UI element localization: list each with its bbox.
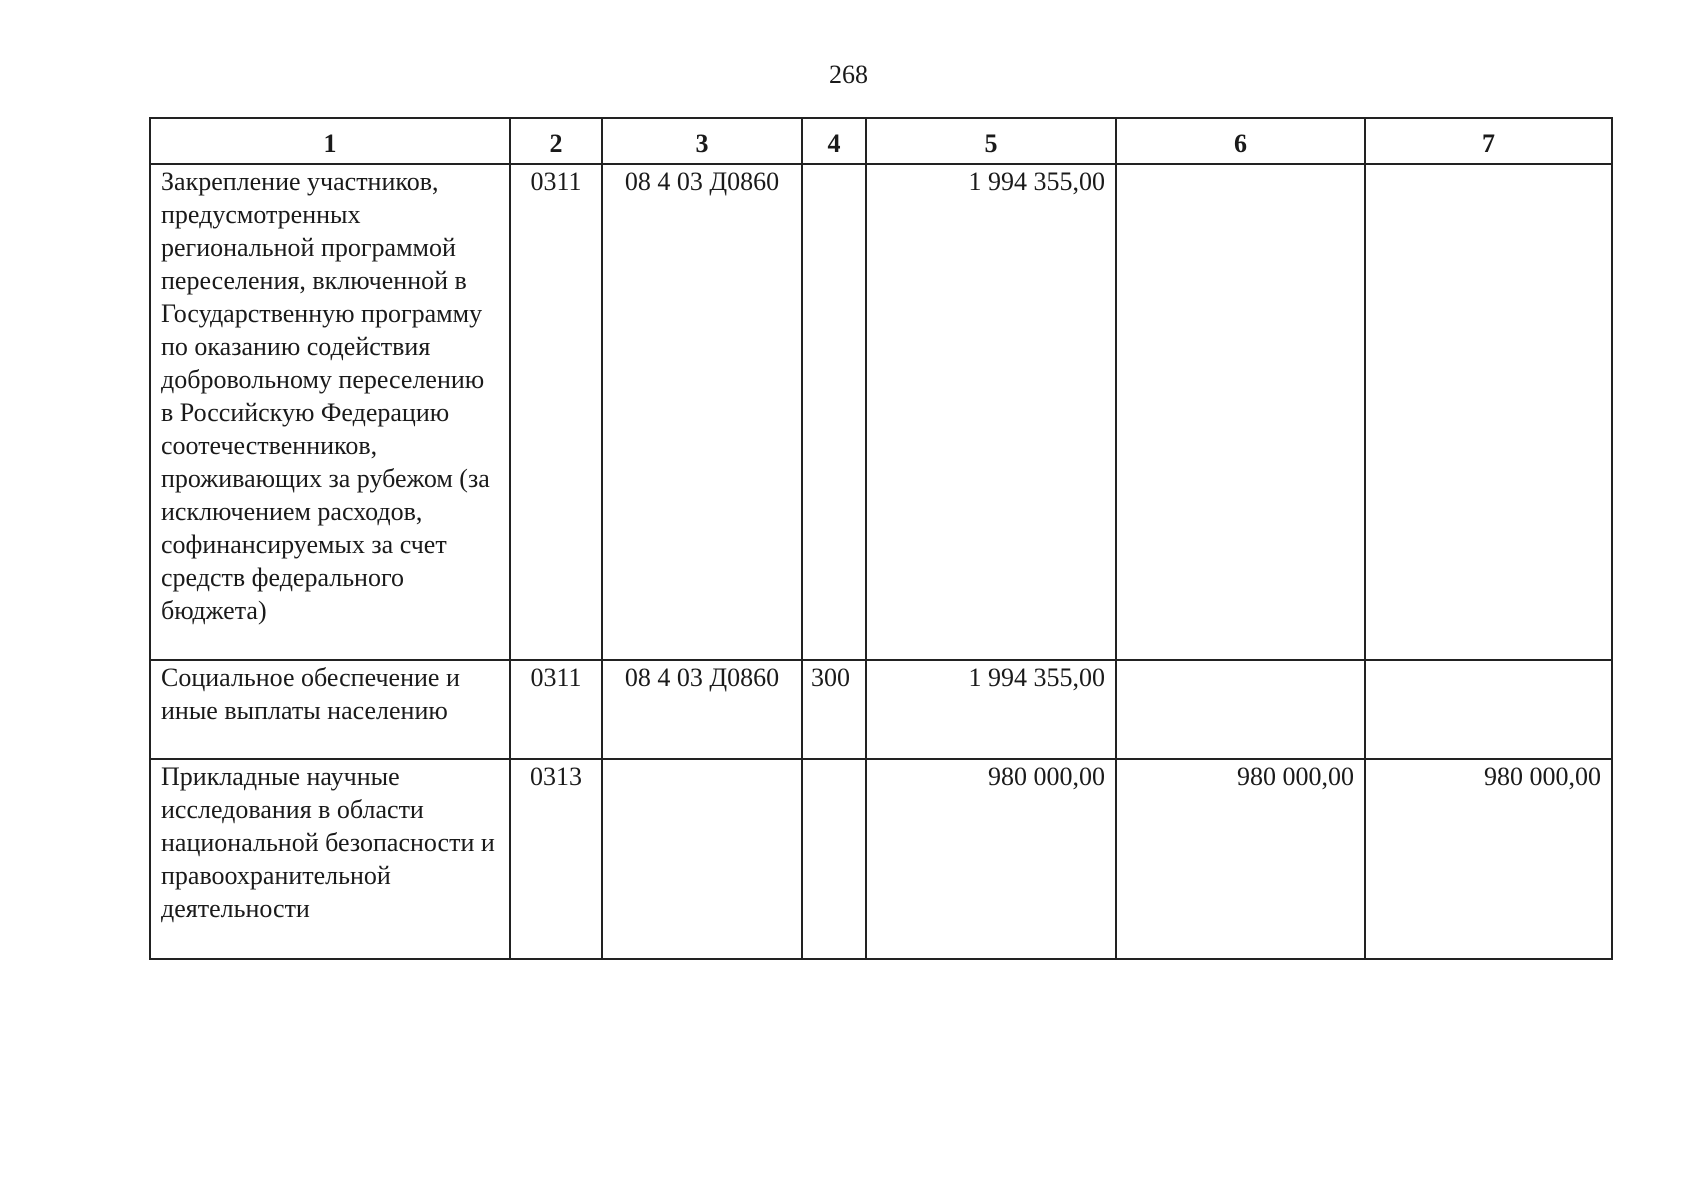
- row-amount-5: 1 994 355,00: [866, 660, 1116, 759]
- row-amount-5: 980 000,00: [866, 759, 1116, 959]
- row-section-code: 0311: [510, 660, 602, 759]
- header-col-5: 5: [866, 118, 1116, 164]
- header-col-7: 7: [1365, 118, 1612, 164]
- row-target-code: 08 4 03 Д0860: [602, 164, 802, 660]
- row-name: Прикладные научные исследования в области национальной безопасности и правоохранительной деятельности: [150, 759, 510, 959]
- row-amount-6: [1116, 164, 1365, 660]
- table-row: [150, 164, 1612, 660]
- row-section-code: 0313: [510, 759, 602, 959]
- row-amount-6: 980 000,00: [1116, 759, 1365, 959]
- table-header-row: [150, 118, 1612, 164]
- header-col-4: 4: [802, 118, 866, 164]
- row-expense-type: [802, 759, 866, 959]
- row-target-code: [602, 759, 802, 959]
- row-expense-type: 300: [802, 660, 866, 759]
- row-target-code: 08 4 03 Д0860: [602, 660, 802, 759]
- page-number: 268: [829, 60, 868, 89]
- row-amount-6: [1116, 660, 1365, 759]
- row-amount-5: 1 994 355,00: [866, 164, 1116, 660]
- table-row: [150, 759, 1612, 959]
- row-amount-7: [1365, 164, 1612, 660]
- header-col-2: 2: [510, 118, 602, 164]
- row-amount-7: 980 000,00: [1365, 759, 1612, 959]
- row-name: Социальное обеспечение и иные выплаты населению: [150, 660, 510, 759]
- budget-table: [149, 117, 1613, 960]
- header-col-6: 6: [1116, 118, 1365, 164]
- header-col-3: 3: [602, 118, 802, 164]
- row-amount-7: [1365, 660, 1612, 759]
- row-expense-type: [802, 164, 866, 660]
- header-col-1: 1: [150, 118, 510, 164]
- row-name: Закрепление участников, предусмотренных региональной программой переселения, включенной в Государственную программу по оказанию содействия добровольному переселению в Российскую Федерацию соотечественников, проживающих за рубежом (за исключением расходов, софинансируемых за счет средств федерального бюджета): [150, 164, 510, 660]
- table-row: [150, 660, 1612, 759]
- row-section-code: 0311: [510, 164, 602, 660]
